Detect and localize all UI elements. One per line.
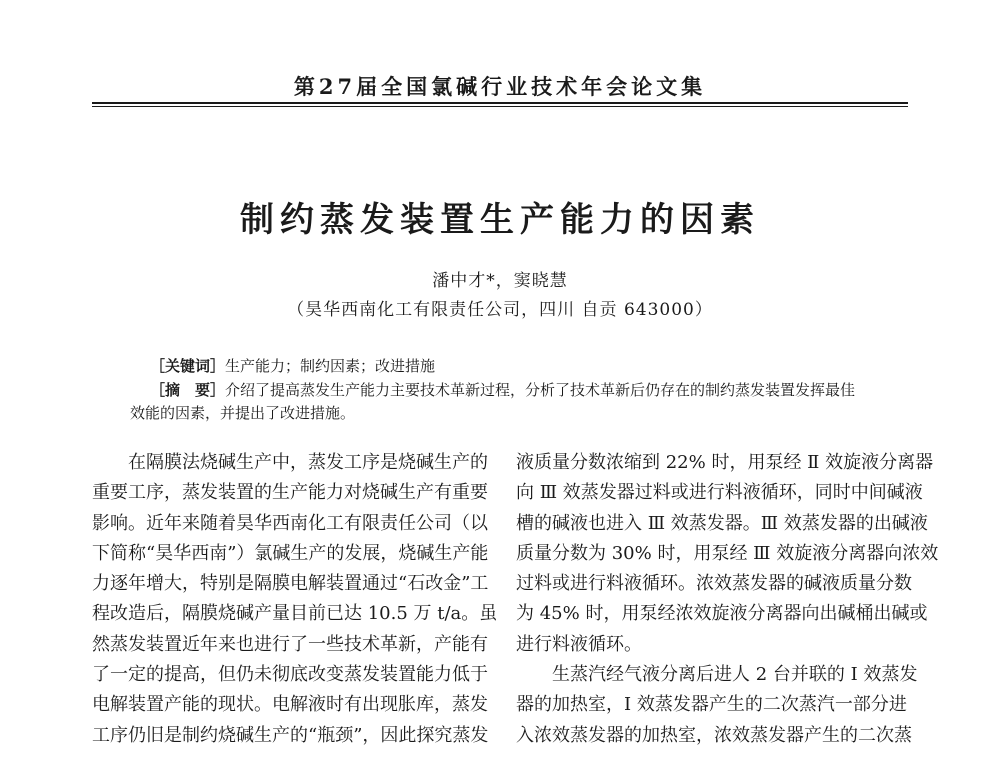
article-affiliation: （昊华西南化工有限责任公司，四川 自贡 643000） xyxy=(287,300,713,320)
body-line: 质量分数为 30% 时，用泵经 Ⅲ 效旋液分离器向浓效 xyxy=(516,542,939,564)
body-line: 然蒸发装置近年来也进行了一些技术革新，产能有 xyxy=(92,633,488,655)
body-line: 了一定的提高，但仍未彻底改变蒸发装置能力低于 xyxy=(92,664,488,686)
abstract-line-2: 效能的因素，并提出了改进措施。 xyxy=(130,404,356,422)
abstract-line-1: 介绍了提高蒸发生产能力主要技术革新过程，分析了技术革新后仍存在的制约蒸发装置发挥最佳 xyxy=(225,381,856,399)
body-line: 器的加热室，Ⅰ 效蒸发器产生的二次蒸汽一部分进 xyxy=(516,694,907,716)
body-line: 为 45% 时，用泵经浓效旋液分离器向出碱桶出碱或 xyxy=(516,603,928,625)
body-line: 工序仍旧是制约烧碱生产的“瓶颈”，因此探究蒸发 xyxy=(92,724,489,746)
body-line: 入浓效蒸发器的加热室，浓效蒸发器产生的二次蒸 xyxy=(516,724,912,746)
keywords xyxy=(150,355,435,377)
body-line: 过料或进行料液循环。浓效蒸发器的碱液质量分数 xyxy=(516,573,912,595)
article-title: 制约蒸发装置生产能力的因素 xyxy=(240,200,760,240)
body-line: 槽的碱液也进入 Ⅲ 效蒸发器。Ⅲ 效蒸发器的出碱液 xyxy=(516,512,928,534)
body-line: 力逐年增大，特别是隔膜电解装置通过“石改金”工 xyxy=(92,573,489,595)
header-rule-thick xyxy=(92,102,908,104)
abstract-continued xyxy=(130,402,910,424)
article-authors: 潘中才*，窦晓慧 xyxy=(432,271,568,291)
body-line: 进行料液循环。 xyxy=(516,633,642,655)
body-line: 在隔膜法烧碱生产中，蒸发工序是烧碱生产的 xyxy=(92,452,488,473)
body-column-right xyxy=(516,448,939,751)
header-rule-thin xyxy=(92,106,908,107)
body-line: 影响。近年来随着昊华西南化工有限责任公司（以 xyxy=(92,512,488,534)
body-line: 液质量分数浓缩到 22% 时，用泵经 Ⅱ 效旋液分离器 xyxy=(516,452,934,473)
abstract xyxy=(150,379,910,401)
keywords-tag: ［关键词］ xyxy=(150,357,226,375)
body-line: 重要工序，蒸发装置的生产能力对烧碱生产有重要 xyxy=(92,482,488,504)
body-column-left xyxy=(92,448,498,751)
body-line: 生蒸汽经气液分离后进人 2 台并联的 Ⅰ 效蒸发 xyxy=(516,664,918,686)
keywords-text: 生产能力；制约因素；改进措施 xyxy=(225,357,436,375)
body-line: 下简称“昊华西南”）氯碱生产的发展，烧碱生产能 xyxy=(92,542,489,564)
abstract-tag: ［摘 要］ xyxy=(150,381,226,399)
body-line: 向 Ⅲ 效蒸发器过料或进行料液循环，同时中间碱液 xyxy=(516,482,923,504)
running-header: 第27届全国氯碱行业技术年会论文集 xyxy=(293,74,707,99)
body-line: 程改造后，隔膜烧碱产量目前已达 10.5 万 t/a。虽 xyxy=(92,603,498,625)
body-line: 电解装置产能的现状。电解液时有出现胀库，蒸发 xyxy=(92,694,488,716)
